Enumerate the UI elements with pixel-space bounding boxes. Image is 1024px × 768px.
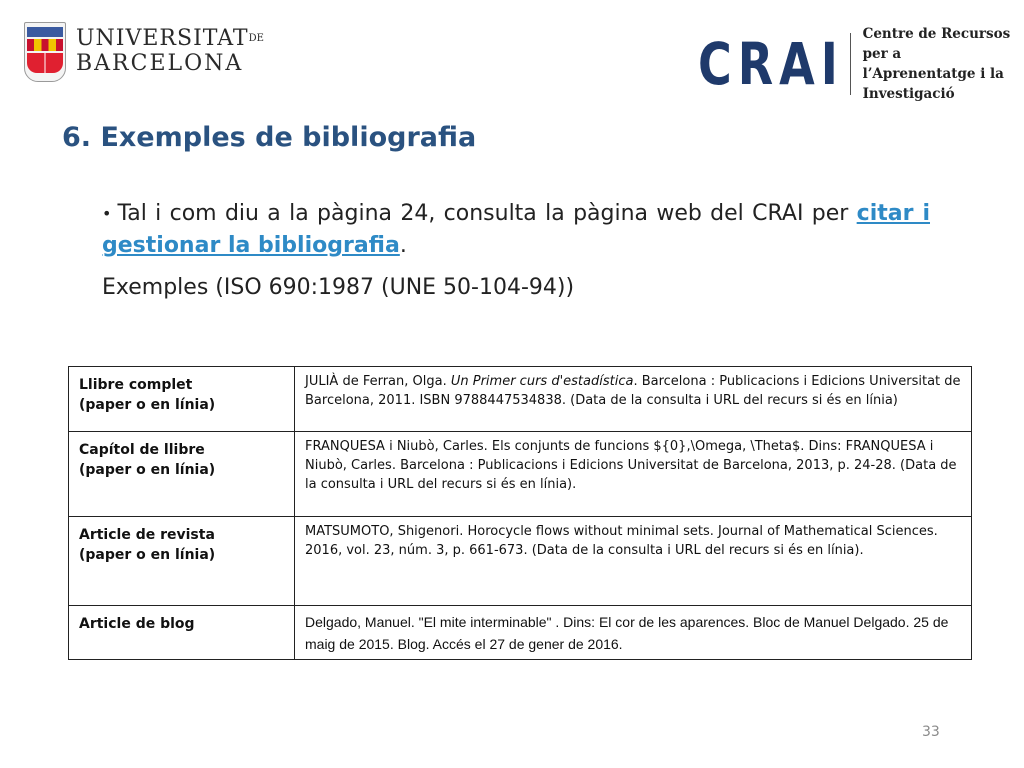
table-row [69, 367, 972, 432]
ref-part: JULIÀ de Ferran, Olga. [305, 374, 451, 389]
bullet-item [102, 198, 930, 262]
ub-line2: BARCELONA [76, 51, 244, 76]
examples-line: Exemples (ISO 690:1987 (UNE 50-104-94)) [102, 275, 575, 300]
citar-link[interactable]: citar i gestionar la bibliografia [102, 201, 930, 258]
bullet-icon: • [102, 204, 112, 223]
row-type [69, 432, 295, 517]
crai-divider [850, 33, 851, 95]
bullet-lead: Tal i com diu a la pàgina 24, consulta la pàgina web del CRAI per [117, 201, 857, 226]
crai-line2: l’Aprenentatge i la Investigació [862, 66, 1004, 102]
table-row [69, 606, 972, 660]
table-row [69, 432, 972, 517]
ub-line1: UNIVERSITAT [76, 26, 249, 51]
table-row [69, 517, 972, 606]
type-sublabel: (paper o en línia) [79, 547, 216, 563]
row-reference: Delgado, Manuel. "El mite interminable" . Dins: El cor de les aparences. Bloc de Manuel Delgado. 25 de maig de 2015. Blog. Accés el 27 de gener de 2016. [295, 606, 972, 660]
row-type [69, 367, 295, 432]
crai-logo [698, 24, 1024, 104]
slide-title: 6. Exemples de bibliografia [62, 122, 477, 153]
bullet-tail: . [399, 233, 407, 258]
slide-body [102, 198, 930, 304]
crai-mark: CRAI [698, 30, 844, 98]
ub-wordmark [76, 27, 264, 77]
crai-line1: Centre de Recursos per a [862, 26, 1011, 62]
crai-name [863, 24, 1024, 104]
type-label: Article de revista [79, 527, 215, 543]
ref-italic: Un Primer curs d'estadística [450, 374, 634, 389]
row-reference [295, 367, 972, 432]
type-label: Capítol de llibre [79, 442, 205, 458]
bibliography-table [68, 366, 972, 660]
type-label: Llibre complet [79, 377, 193, 393]
row-type [69, 517, 295, 606]
ub-shield-icon [24, 22, 66, 82]
ub-de: DE [248, 33, 264, 44]
ub-logo [24, 22, 264, 82]
row-reference: MATSUMOTO, Shigenori. Horocycle flows without minimal sets. Journal of Mathematical Sciences. 2016, vol. 23, núm. 3, p. 661-673. (Data de la consulta i URL del recurs si és en línia). [295, 517, 972, 606]
type-sublabel: (paper o en línia) [79, 397, 216, 413]
page-number: 33 [922, 724, 940, 740]
ref-part: . Barcelona : Publicacions i Edicions Universitat de Barcelona, 2011. ISBN 9788447534838. (Data de la consulta i URL del recurs si és en línia) [305, 374, 961, 408]
type-sublabel: (paper o en línia) [79, 462, 216, 478]
row-reference: FRANQUESA i Niubò, Carles. Els conjunts de funcions ${0},\Omega, \Theta$. Dins: FRANQUESA i Niubò, Carles. Barcelona : Publicacions i Edicions Universitat de Barcelona, 2013, p. 24-28. (Data de la consulta i URL del recurs si és en línia). [295, 432, 972, 517]
type-label: Article de blog [79, 616, 195, 632]
row-type [69, 606, 295, 660]
